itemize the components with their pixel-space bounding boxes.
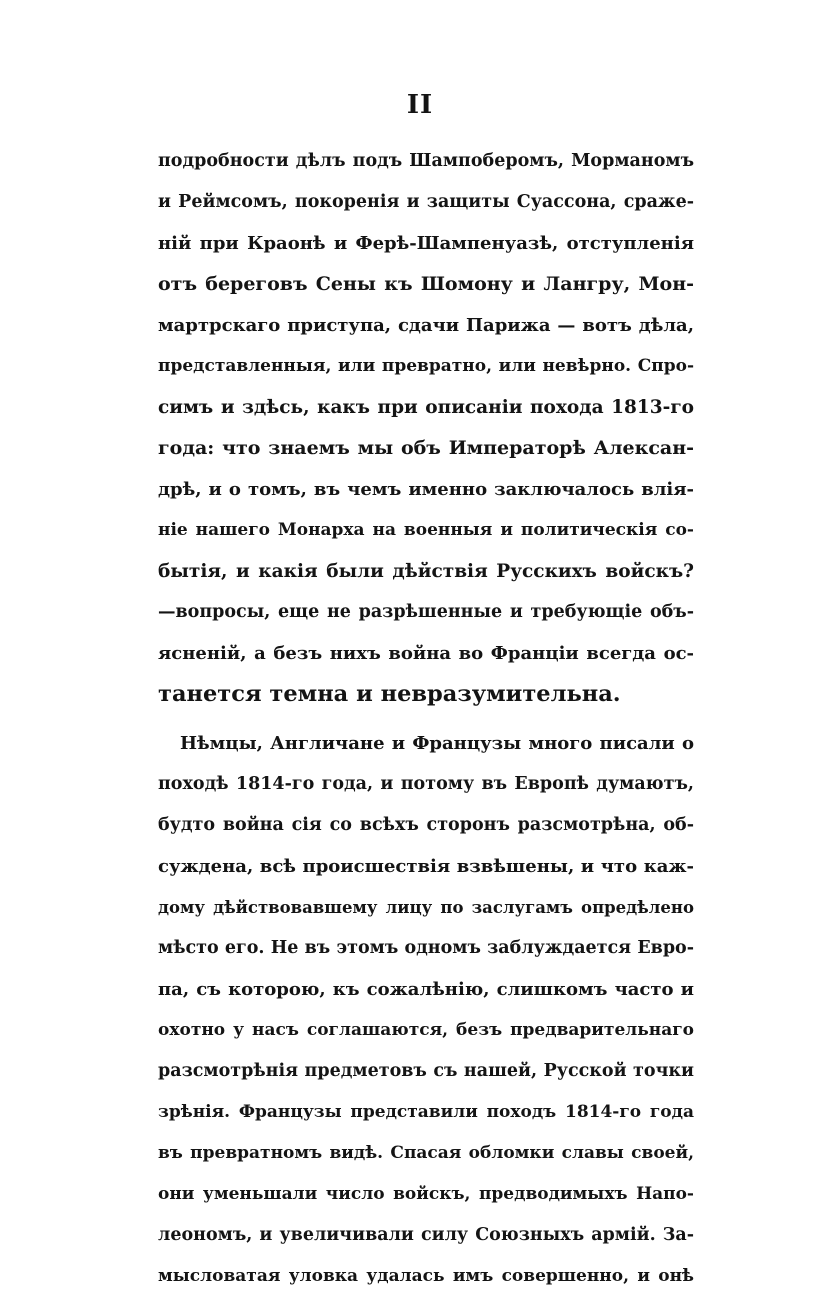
text-line: танется темна и невразумительна. xyxy=(158,681,621,707)
text-line: симъ и здѣсь, какъ при описаніи похода 1813-го xyxy=(158,397,694,418)
text-line: охотно у насъ соглашаются, безъ предварительнаго xyxy=(158,1020,694,1040)
text-line: ніе нашего Монарха на военныя и политическія со- xyxy=(158,520,694,540)
text-line: Нѣмцы, Англичане и Французы много писали о xyxy=(180,733,694,754)
text-line: ній при Краонѣ и Ферѣ-Шампенуазѣ, отступленія xyxy=(158,233,694,254)
text-line: они уменьшали число войскъ, предводимыхъ Напо- xyxy=(158,1184,694,1204)
text-line: ясненій, а безъ нихъ война во Франціи всегда ос- xyxy=(158,643,694,664)
text-line: представленныя, или превратно, или невѣрно. Спро- xyxy=(158,356,694,376)
text-line: походѣ 1814-го года, и потому въ Европѣ думаютъ, xyxy=(158,774,694,794)
text-line: бытія, и какія были дѣйствія Русскихъ войскъ? xyxy=(158,561,694,582)
paragraph-gap xyxy=(158,715,694,723)
text-line: зрѣнія. Французы представили походъ 1814-го года xyxy=(158,1102,694,1122)
text-line: подробности дѣлъ подъ Шампоберомъ, Морманомъ xyxy=(158,151,694,171)
text-line: отъ береговъ Сены къ Шомону и Лангру, Мон- xyxy=(158,273,694,295)
text-line: разсмотрѣнія предметовъ съ нашей, Русской точки xyxy=(158,1061,694,1081)
text-line: мысловатая уловка удалась имъ совершенно, и онѣ xyxy=(158,1266,694,1286)
paragraph-2 xyxy=(158,723,694,1297)
text-line: —вопросы, еще не разрѣшенные и требующіе объ- xyxy=(158,602,694,622)
text-line: дрѣ, и о томъ, въ чемъ именно заключалось влія- xyxy=(158,479,694,500)
paragraph-1 xyxy=(158,141,694,715)
text-line: суждена, всѣ происшествія взвѣшены, и что каж- xyxy=(158,856,694,877)
text-line: будто война сія со всѣхъ сторонъ разсмотрѣна, об- xyxy=(158,815,694,835)
text-line: года: что знаемъ мы объ Императорѣ Алексан- xyxy=(158,437,694,459)
body-text xyxy=(158,141,694,1297)
text-line: мартрскаго приступа, сдачи Парижа — вотъ дѣла, xyxy=(158,315,694,336)
page-number: II xyxy=(406,90,434,120)
text-line: па, съ которою, къ сожалѣнію, слишкомъ часто и xyxy=(158,979,694,1000)
text-line: и Реймсомъ, покоренія и защиты Суассона, сраже- xyxy=(158,192,694,212)
text-line: мѣсто его. Не въ этомъ одномъ заблуждается Евро- xyxy=(158,938,694,958)
text-line: дому дѣйствовавшему лицу по заслугамъ опредѣлено xyxy=(158,898,694,917)
text-line: леономъ, и увеличивали силу Союзныхъ армій. За- xyxy=(158,1225,694,1245)
text-line: въ превратномъ видѣ. Спасая обломки славы своей, xyxy=(158,1143,694,1163)
